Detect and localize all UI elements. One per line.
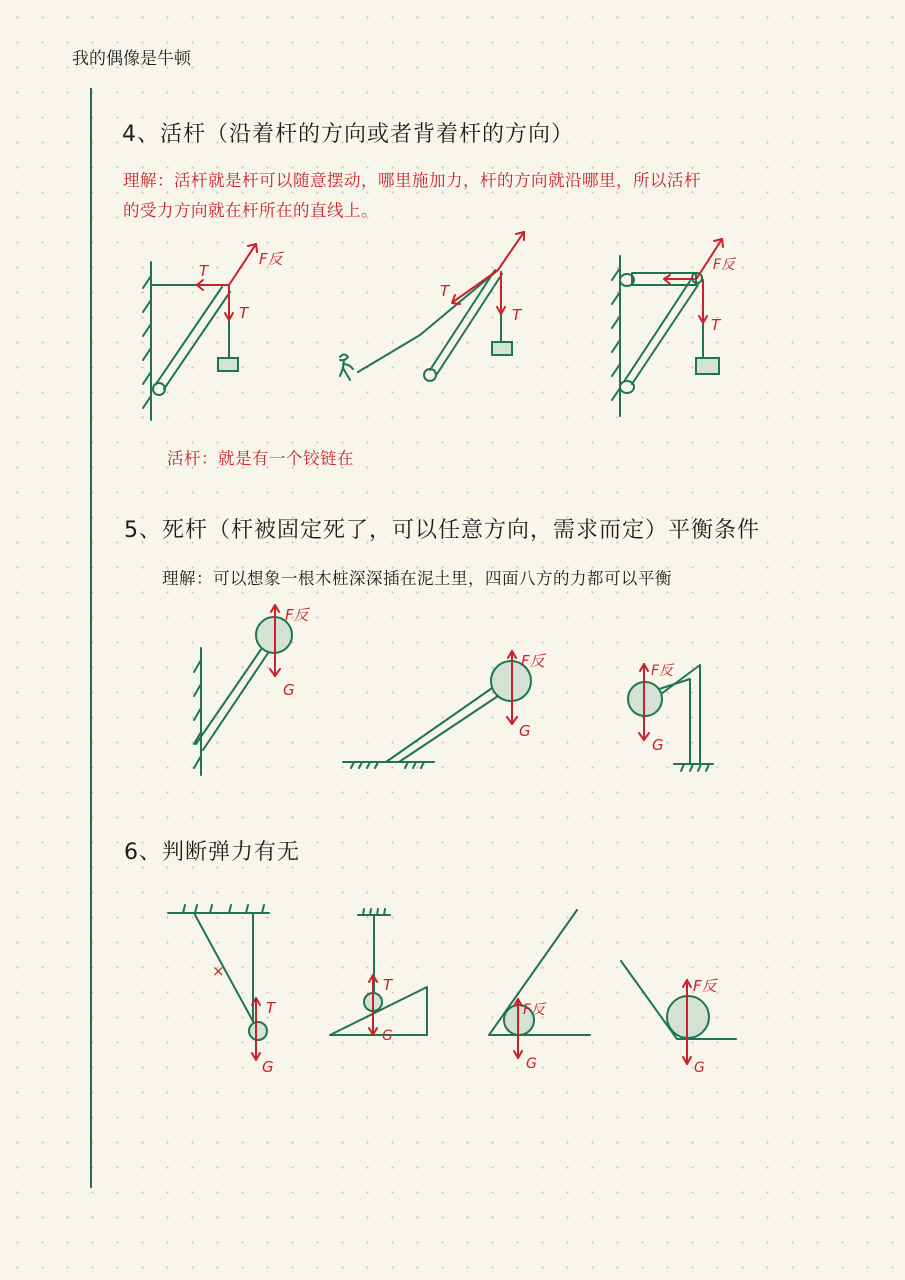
s6-diagram2: [330, 909, 427, 1044]
svg-text:G: G: [382, 1028, 393, 1044]
svg-text:G: G: [694, 1060, 705, 1076]
weight-block-icon: [218, 358, 238, 371]
svg-text:F反: F反: [521, 652, 545, 670]
svg-text:T: T: [239, 304, 249, 322]
s4-diagram1: [143, 244, 285, 420]
svg-text:F反: F反: [259, 250, 283, 268]
svg-text:G: G: [262, 1058, 274, 1076]
s5-diagram1: [194, 605, 311, 775]
svg-text:T: T: [711, 316, 721, 334]
wall-hatch-icon: [194, 660, 201, 768]
s4-diagram3: [612, 239, 737, 416]
svg-text:G: G: [283, 681, 295, 699]
wall-hatch-icon: [612, 268, 620, 400]
section4-explanation-line1: 理解：活杆就是杆可以随意摆动，哪里施加力，杆的方向就沿哪里，所以活杆: [123, 171, 701, 190]
svg-text:T: T: [199, 262, 209, 280]
svg-text:×: ×: [212, 962, 225, 980]
svg-text:G: G: [519, 722, 531, 740]
svg-text:T: T: [383, 976, 393, 994]
s5-diagram2: [343, 651, 547, 768]
s6-diagram1: [168, 905, 277, 1076]
s6-diagram4: [621, 961, 736, 1076]
s4-diagram2: [340, 232, 524, 381]
s5-diagram3: [628, 663, 713, 771]
ball-icon: [249, 1022, 267, 1040]
section4-heading: 4、活杆（沿着杆的方向或者背着杆的方向）: [122, 122, 574, 147]
ceiling-hatch-icon: [183, 905, 264, 913]
ground-hatch-icon: [681, 764, 709, 771]
svg-text:F反: F反: [713, 257, 736, 273]
svg-text:T: T: [440, 282, 450, 300]
svg-text:G: G: [652, 736, 664, 754]
note-title: 我的偶像是牛顿: [72, 49, 191, 69]
section5-heading: 5、死杆（杆被固定死了，可以任意方向，需求而定）平衡条件: [124, 518, 760, 543]
section4-footnote: 活杆：就是有一个铰链在: [167, 449, 354, 468]
weight-block-icon: [696, 358, 719, 374]
hinge-icon: [620, 381, 634, 393]
section4-explanation-line2: 的受力方向就在杆所在的直线上。: [123, 201, 378, 220]
wall-hatch-icon: [143, 276, 151, 408]
s6-diagram3: [489, 910, 590, 1072]
svg-text:F反: F反: [285, 606, 309, 624]
stick-figure-person-icon: [340, 355, 353, 381]
svg-text:F反: F反: [523, 1002, 546, 1018]
svg-text:T: T: [266, 999, 276, 1017]
section6-heading: 6、判断弹力有无: [124, 840, 300, 865]
svg-text:F反: F反: [651, 663, 674, 679]
section5-explanation: 理解：可以想象一根木桩深深插在泥土里，四面八方的力都可以平衡: [162, 569, 672, 588]
svg-text:F反: F反: [693, 977, 717, 995]
svg-text:T: T: [512, 306, 522, 324]
svg-text:G: G: [526, 1056, 537, 1072]
weight-block-icon: [492, 342, 512, 355]
